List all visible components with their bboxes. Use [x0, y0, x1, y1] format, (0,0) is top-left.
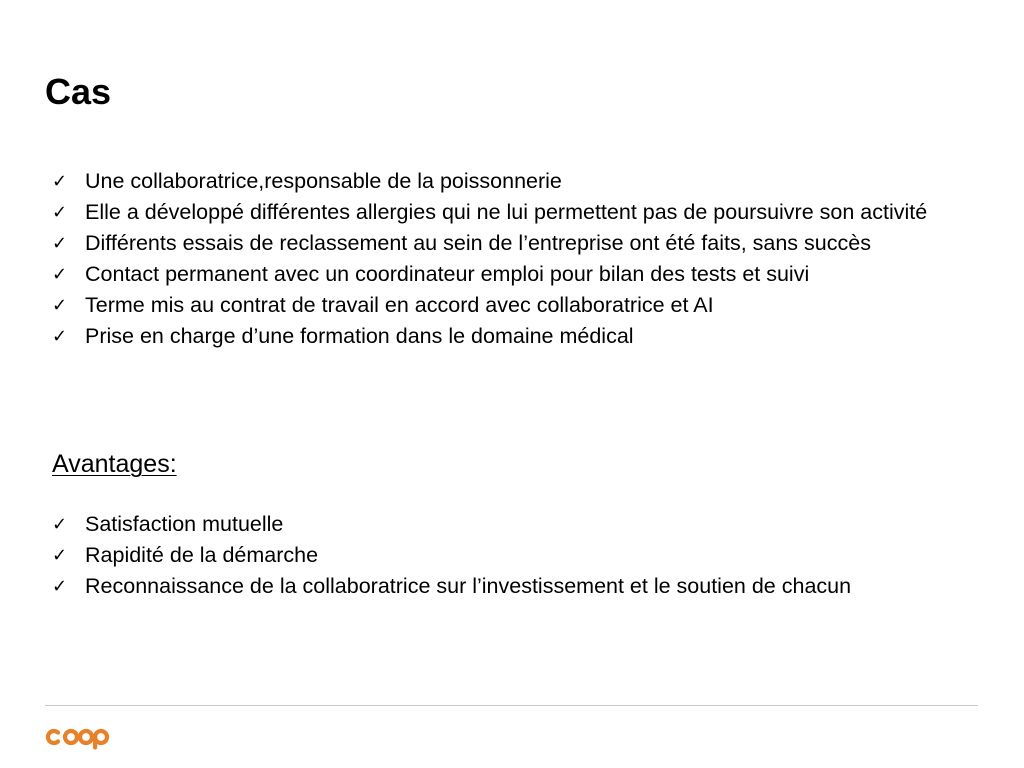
check-icon: ✓ — [52, 171, 68, 192]
advantages-heading: Avantages: — [52, 450, 177, 478]
check-icon: ✓ — [52, 202, 68, 223]
list-item — [52, 197, 972, 228]
advantages-list — [52, 509, 972, 602]
list-item — [52, 321, 972, 352]
check-icon: ✓ — [52, 545, 68, 566]
coop-logo — [43, 722, 123, 752]
list-item — [52, 166, 972, 197]
list-item-text: Reconnaissance de la collaboratrice sur l’investissement et le soutien de chacun — [85, 574, 852, 598]
list-item-text: Elle a développé différentes allergies qui ne lui permettent pas de poursuivre son activité — [85, 200, 928, 224]
list-item — [52, 571, 972, 602]
list-item — [52, 540, 972, 571]
list-item-text: Une collaboratrice,responsable de la poissonnerie — [85, 169, 562, 193]
list-item-text: Terme mis au contrat de travail en accord avec collaboratrice et AI — [85, 293, 714, 317]
list-item-text: Contact permanent avec un coordinateur emploi pour bilan des tests et suivi — [85, 262, 810, 286]
list-item-text: Prise en charge d’une formation dans le domaine médical — [85, 324, 634, 348]
check-icon: ✓ — [52, 576, 68, 597]
list-item — [52, 228, 972, 259]
slide-title: Cas — [45, 71, 112, 112]
check-icon: ✓ — [52, 264, 68, 285]
list-item-text: Différents essais de reclassement au sein de l’entreprise ont été faits, sans succès — [85, 231, 871, 255]
list-item — [52, 259, 972, 290]
list-item-text: Satisfaction mutuelle — [85, 512, 284, 536]
check-icon: ✓ — [52, 326, 68, 347]
check-icon: ✓ — [52, 295, 68, 316]
list-item — [52, 509, 972, 540]
list-item — [52, 290, 972, 321]
list-item-text: Rapidité de la démarche — [85, 543, 319, 567]
check-icon: ✓ — [52, 514, 68, 535]
check-icon: ✓ — [52, 233, 68, 254]
footer-divider — [45, 705, 978, 706]
facts-list — [52, 166, 972, 352]
